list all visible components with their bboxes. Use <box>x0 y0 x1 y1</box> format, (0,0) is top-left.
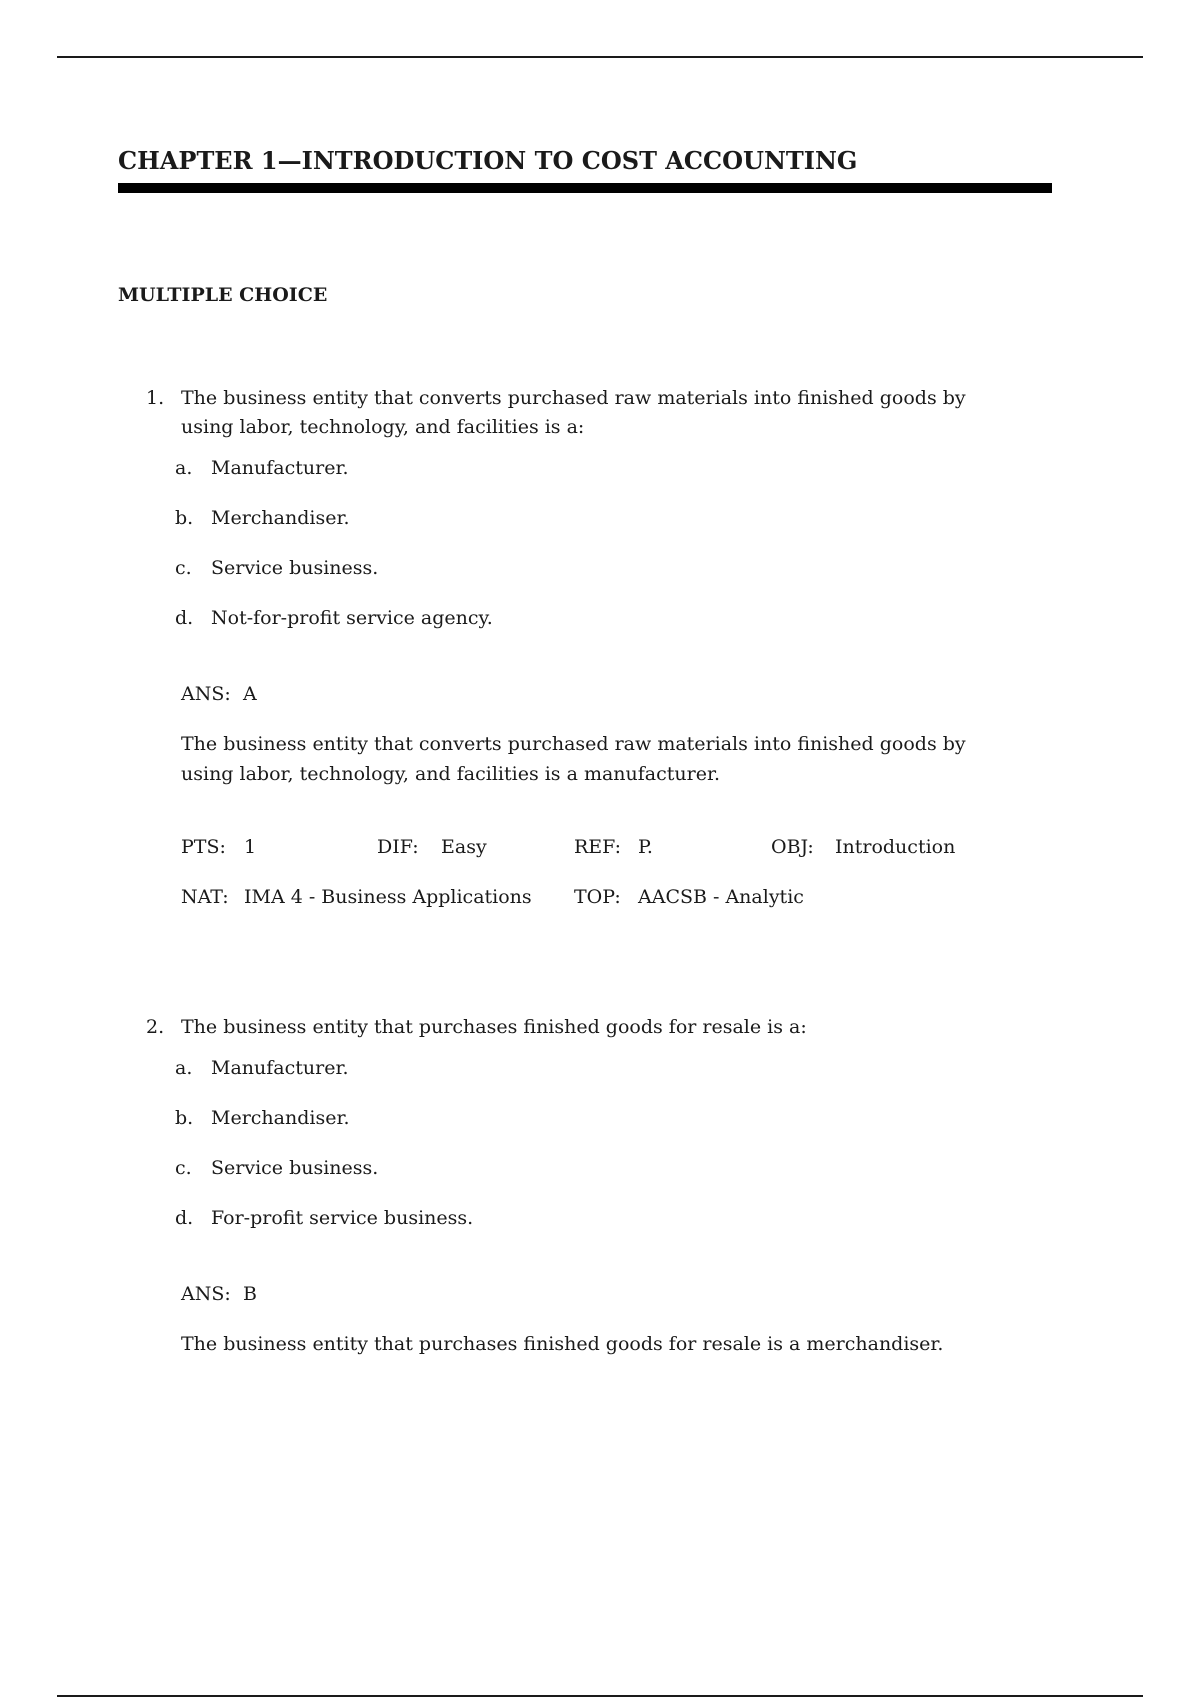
meta-pts: PTS: 1 <box>181 836 257 858</box>
question-metadata <box>181 833 1031 933</box>
meta-dif: DIF: Easy <box>377 836 487 858</box>
answer-block <box>118 680 1018 933</box>
meta-top: TOP: AACSB - Analytic <box>574 886 804 908</box>
answer-options <box>118 1054 1018 1254</box>
option-c <box>175 1154 1018 1204</box>
metadata-row <box>181 883 1031 933</box>
meta-ref: REF: P. <box>574 836 653 858</box>
option-text: For-profit service business. <box>211 1207 474 1229</box>
option-letter: b. <box>175 1107 194 1129</box>
option-b <box>175 1104 1018 1154</box>
question-1 <box>118 384 1018 933</box>
answer-block <box>118 1280 1018 1359</box>
answer-key <box>181 680 1018 709</box>
option-text: Not-for-profit service agency. <box>211 607 493 629</box>
answer-label: ANS: <box>181 1283 231 1305</box>
option-letter: a. <box>175 1057 193 1079</box>
answer-key <box>181 1280 1018 1309</box>
option-letter: c. <box>175 557 192 579</box>
option-text: Merchandiser. <box>211 1107 350 1129</box>
answer-explanation: The business entity that converts purchased raw materials into finished goods by using labor, technology, and facilities is a manufacturer. <box>181 733 966 785</box>
option-text: Service business. <box>211 557 379 579</box>
section-heading: MULTIPLE CHOICE <box>118 284 328 306</box>
meta-nat: NAT: IMA 4 - Business Applications <box>181 886 532 908</box>
option-letter: c. <box>175 1157 192 1179</box>
option-text: Merchandiser. <box>211 507 350 529</box>
chapter-title-underline <box>118 183 1052 193</box>
metadata-row <box>181 833 1031 883</box>
option-text: Manufacturer. <box>211 1057 349 1079</box>
answer-explanation: The business entity that purchases finished goods for resale is a merchandiser. <box>181 1333 944 1355</box>
option-text: Manufacturer. <box>211 457 349 479</box>
option-b <box>175 504 1018 554</box>
answer-options <box>118 454 1018 654</box>
option-letter: a. <box>175 457 193 479</box>
option-letter: d. <box>175 607 194 629</box>
option-a <box>175 1054 1018 1104</box>
option-c <box>175 554 1018 604</box>
option-d <box>175 604 1018 654</box>
question-stem <box>118 1013 1018 1042</box>
option-text: Service business. <box>211 1157 379 1179</box>
question-number: 1. <box>146 387 165 409</box>
option-a <box>175 454 1018 504</box>
chapter-title: CHAPTER 1—INTRODUCTION TO COST ACCOUNTING <box>118 146 858 175</box>
meta-obj: OBJ: Introduction <box>771 836 956 858</box>
page-bottom-rule <box>57 1695 1143 1697</box>
question-2 <box>118 1013 1018 1359</box>
option-letter: b. <box>175 507 194 529</box>
answer-value: B <box>243 1283 257 1305</box>
option-letter: d. <box>175 1207 194 1229</box>
page-top-rule <box>57 56 1143 58</box>
question-stem <box>118 384 1018 442</box>
answer-value: A <box>243 683 257 705</box>
question-text: The business entity that converts purchased raw materials into finished goods by using labor, technology, and facilities is a: <box>181 387 966 438</box>
option-d <box>175 1204 1018 1254</box>
question-text: The business entity that purchases finished goods for resale is a: <box>181 1016 807 1038</box>
question-number: 2. <box>146 1016 165 1038</box>
answer-label: ANS: <box>181 683 231 705</box>
